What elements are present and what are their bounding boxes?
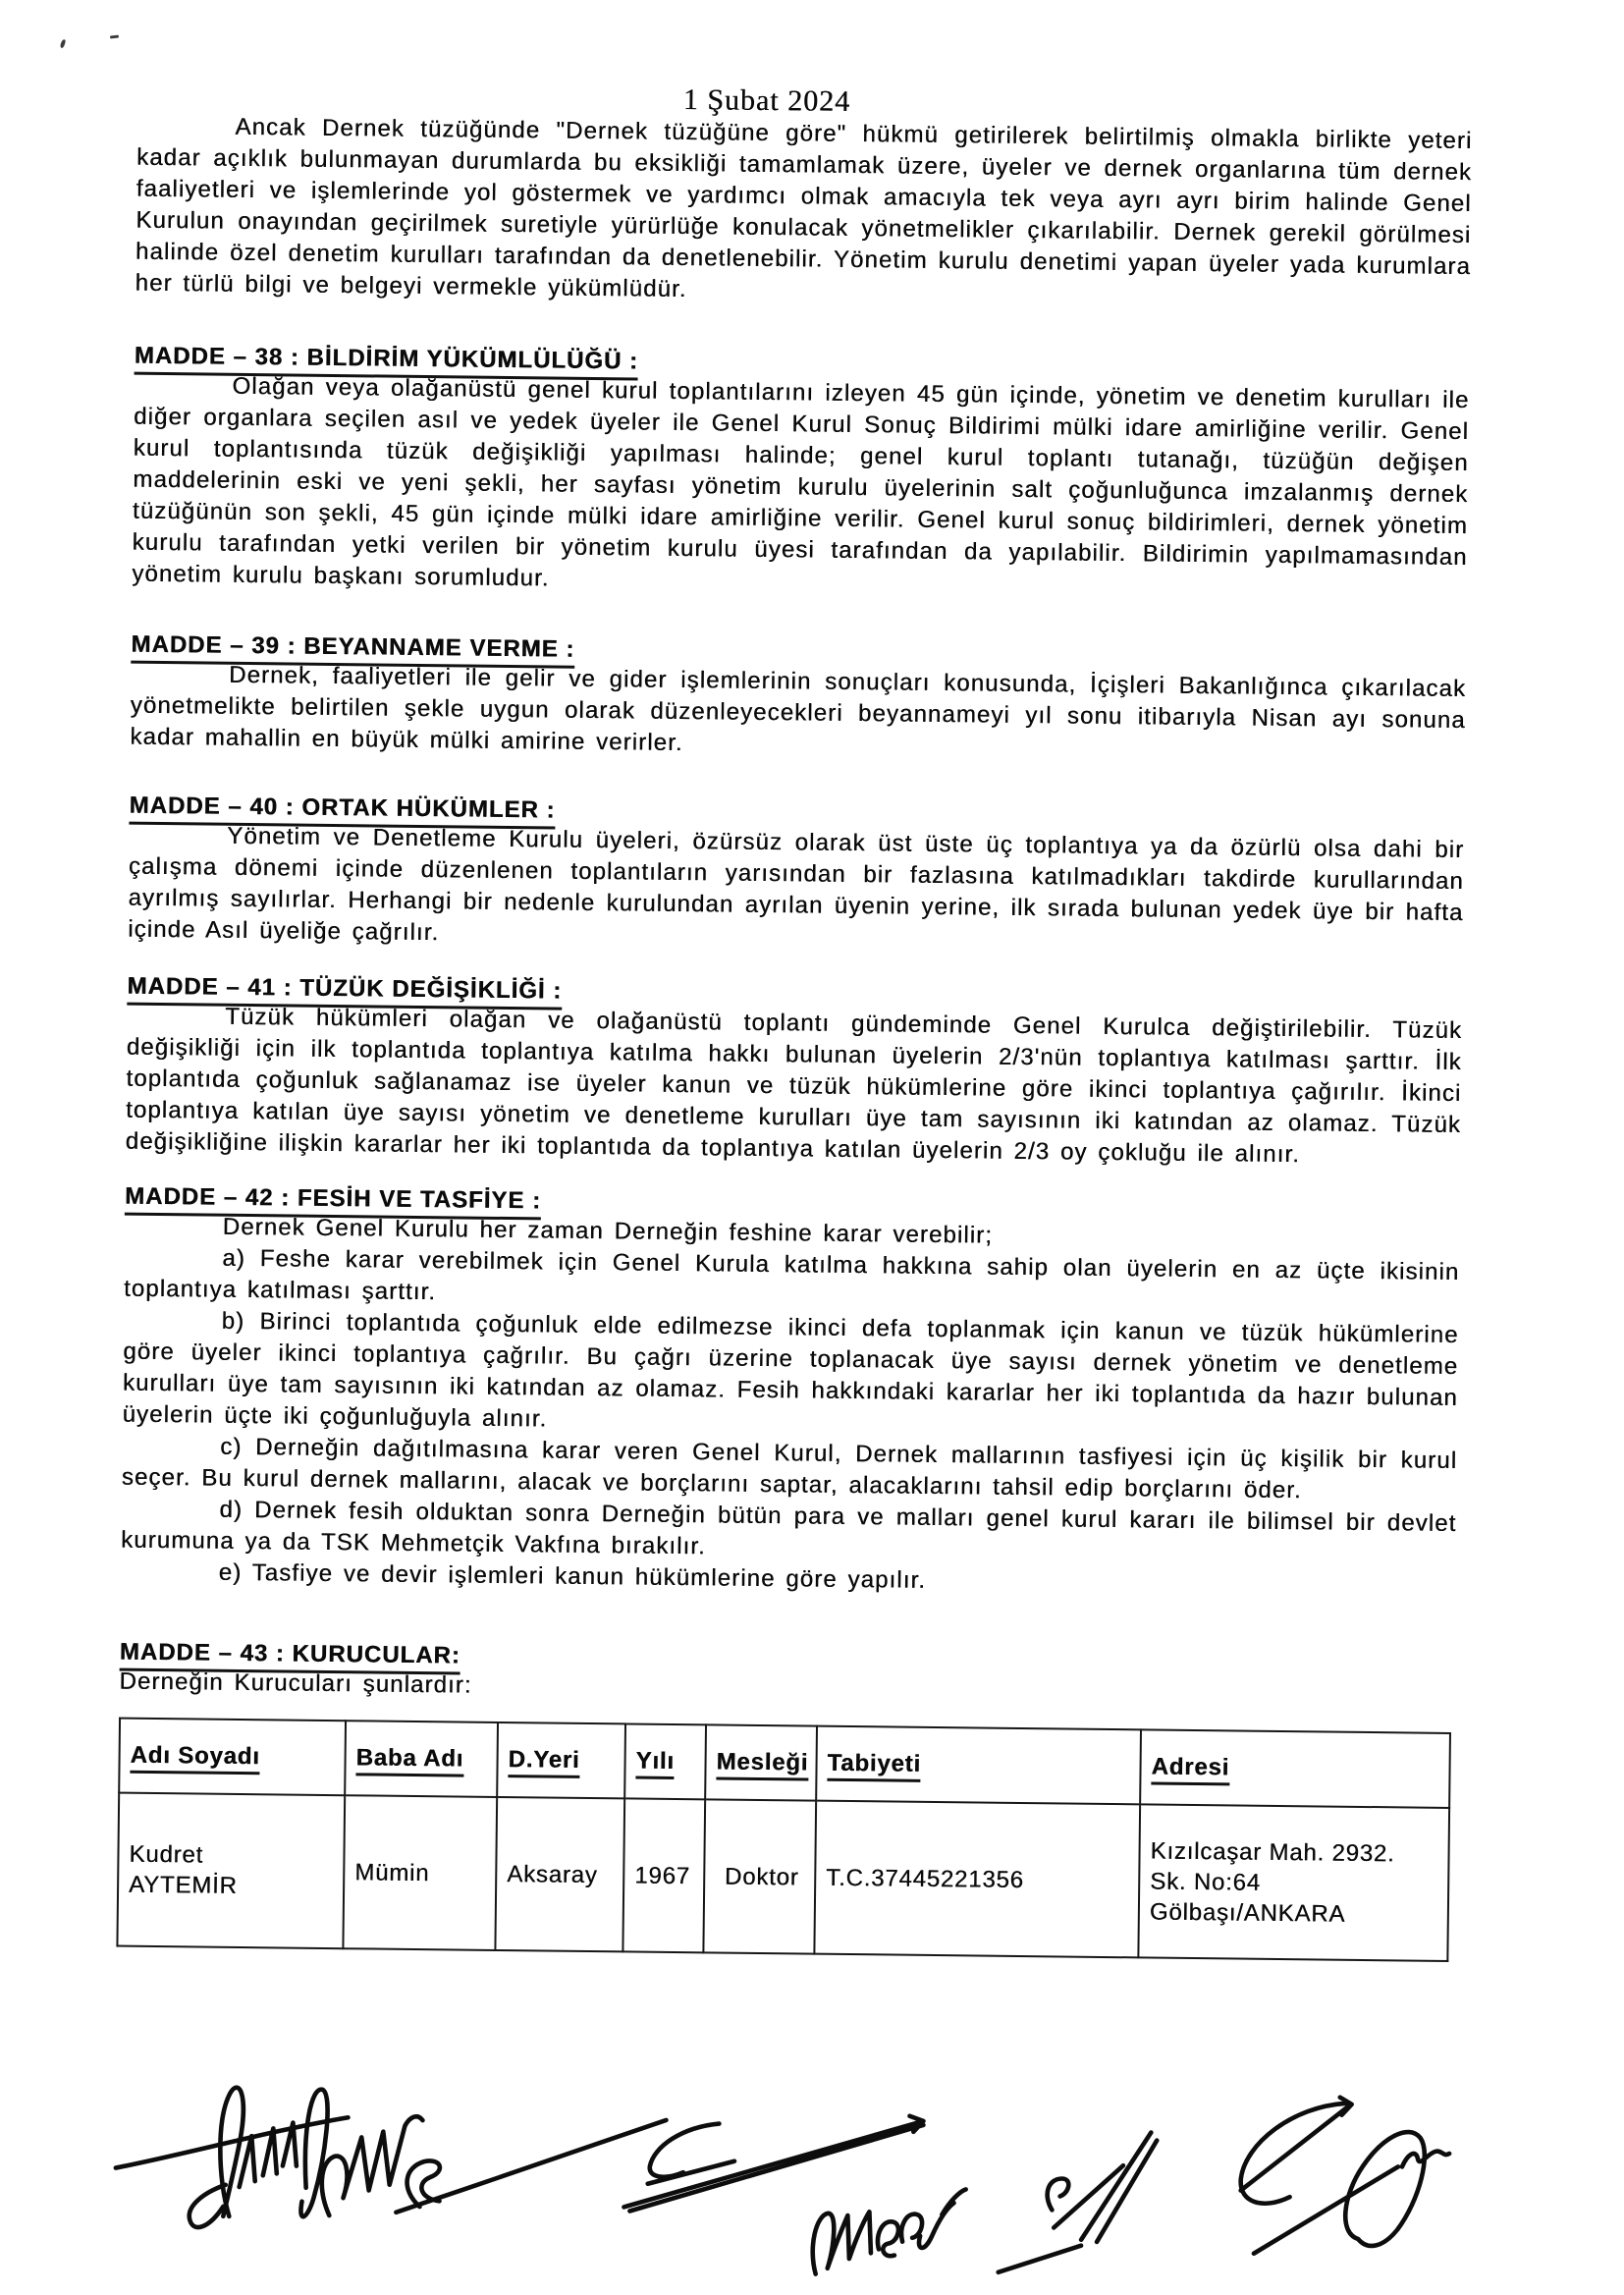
signature-3 (396, 2117, 666, 2215)
cell-adresi: Kızılcaşar Mah. 2932. Sk. No:64 Gölbaşı/ANKARA (1138, 1804, 1449, 1961)
founder-row (117, 1793, 1449, 1961)
article-40-title: MADDE – 40 : ORTAK HÜKÜMLER : (129, 792, 555, 830)
cell-d-yeri: Aksaray (495, 1797, 624, 1951)
article-39-body: Dernek, faaliyetleri ile gelir ve gider işlemlerinin sonuçları konusunda, İçişleri Bakanlığınca çıkarılacak yönetmelikte belirtilen şekle uygun olarak düzenleyecekleri beyannameyi yıl sonu itibarıyla Nisan ayı sonuna kadar mahallin en büyük mülki amirine verirler. (130, 661, 1467, 757)
article-42-item-a: a) Feshe karar verebilmek için Genel Kurula katılma hakkına sahip olan üyelerin en az üçte ikisinin toplantıya katılması şarttır. (123, 1244, 1460, 1306)
article-42-body: Dernek Genel Kurulu her zaman Derneğin feshine karar verebilir; (222, 1213, 994, 1249)
cell-yili: 1967 (623, 1798, 705, 1952)
cell-adi-soyadi: Kudret AYTEMİR (117, 1793, 345, 1949)
signature-7 (1240, 2097, 1450, 2256)
signature-4 (623, 2112, 923, 2213)
col-header-d-yeri (497, 1722, 625, 1798)
col-header-d-yeri-label: D.Yeri (508, 1746, 579, 1778)
signature-6 (1047, 2131, 1157, 2242)
col-header-yili (624, 1723, 706, 1799)
article-40-body: Yönetim ve Denetleme Kurulu üyeleri, özürsüz olarak üst üste üç toplantıya ya da özürlü olsa dahi bir çalışma dönemi içinde düzenlenen toplantıların yarısından bir fazlasına katılmadıkları takdirde kurullarından ayrılmış sayılırlar. Herhangi bir nedenle kurulundan ayrılan üyenin yerine, ilk sırada bulunan yedek üye bir hafta içinde Asıl üyeliğe çağrılır. (128, 822, 1465, 947)
article-41-title: MADDE – 41 : TÜZÜK DEĞİŞİKLİĞİ : (127, 973, 562, 1011)
cell-meslegi: Doktor (703, 1799, 816, 1953)
signature-5 (812, 2188, 965, 2276)
signature-5 (999, 2245, 1081, 2273)
article-41-body: Tüzük hükümleri olağan ve olağanüstü toplantı gündeminde Genel Kurulca değiştirilebilir. Tüzük değişikliği için ilk toplantıda toplantıya katılma hakkı bulunan üyelerin 2/3'nün toplantıya katılması şarttır. İlk toplantıda çoğunluk sağlanamaz ise üyeler kanun ve tüzük hükümlerine göre ikinci toplantıya çağırılır. İkinci toplantıya katılan üye sayısı yönetim ve denetleme kurulları üye tam sayısının iki katından az olamaz. Tüzük değişikliğine ilişkin kararlar her iki toplantıda da toplantıya katılan üyelerin 2/3 oy çokluğu ile alınır. (125, 1003, 1463, 1169)
signature-2 (321, 2115, 422, 2216)
document-date: 1 Şubat 2024 (682, 82, 851, 118)
article-43-title: MADDE – 43 : KURUCULAR: (120, 1639, 460, 1675)
article-42-item-c: c) Derneğin dağıtılmasına karar veren Genel Kurul, Dernek mallarının tasfiyesi için üç kişilik bir kurul seçer. Bu kurul dernek mallarını, alacak ve borçlarını saptar, alacaklarını tahsil edip borçlarını öder. (121, 1433, 1458, 1504)
col-header-adi-soyadi (119, 1719, 346, 1796)
article-42-item-b: b) Birinci toplantıda çoğunluk elde edilmezse ikinci defa toplanmak için kanun ve tüzük hükümlerine göre üyeler ikinci toplantıya çağrılır. Bu çağrı üzerine toplanacak üye sayısı dernek yönetim ve denetleme kurulları üye tam sayısının iki katından az olamaz. Fesih hakkındaki kararlar her iki toplantıda da hazır bulunan üyelerin üçte iki çoğunluğuyla alınır. (122, 1307, 1459, 1433)
col-header-adresi (1140, 1729, 1450, 1808)
founders-intro: Derneğin Kurucuları şunlardır: (119, 1667, 472, 1699)
col-header-baba-adi-label: Baba Adı (355, 1744, 463, 1776)
signature-1 (189, 2087, 328, 2228)
col-header-yili-label: Yılı (635, 1748, 675, 1779)
article-39-title: MADDE – 39 : BEYANNAME VERME : (131, 631, 574, 669)
article-38-body: Olağan veya olağanüstü genel kurul toplantılarını izleyen 45 gün içinde, yönetim ve denetim kurulları ile diğer organlara seçilen asıl ve yedek üyeler ile Genel Kurul Sonuç Bildirimi mülki idare amirliğine verilir. Genel kurul toplantısında tüzük değişikliği yapılması halinde; genel kurul toplantı tutanağı, tüzüğün değişen maddelerinin eski ve yeni şekli, her sayfası yönetim kurulu üyelerinin salt çoğunluğunca imzalanmış dernek tüzüğünün son şekli, 45 gün içinde mülki idare amirliğine verilir. Genel kurul sonuç bildirimleri, dernek yönetim kurulu tarafından yetki verilen bir yönetim kurulu üyesi tarafından da yapılabilir. Bildirimin yapılmamasından yönetim kurulu başkanı sorumludur. (132, 372, 1470, 592)
intro-paragraph: Ancak Dernek tüzüğünde "Dernek tüzüğüne göre" hükmü getirilerek belirtilmiş olmakla birlikte yeteri kadar açıklık bulunmayan durumlarda bu eksikliği tamamlamak üzere, üyeler ve dernek organlarına tüm dernek faaliyetleri ve işlemlerinde yol göstermek ve yardımcı olmak amacıyla tek veya ayrı ayrı birim halinde Genel Kurulun onayından geçirilmek suretiyle yürürlüğe konulacak yönetmelikler çıkarılabilir. Dernek gerekil görülmesi halinde özel denetim kurulları tarafından da denetlenebilir. Yönetim kurulu denetimi yapan üyeler yada kurumlara her türlü bilgi ve belgeyi vermekle yükümlüdür. (135, 113, 1473, 303)
col-header-meslegi-label: Mesleği (716, 1748, 808, 1780)
founder-signatures (0, 2056, 1601, 2295)
cell-tabiyeti: T.C.37445221356 (814, 1801, 1140, 1958)
col-header-adresi-label: Adresi (1151, 1754, 1229, 1786)
col-header-adi-soyadi-label: Adı Soyadı (130, 1742, 259, 1775)
col-header-tabiyeti (816, 1726, 1141, 1805)
article-38-title: MADDE – 38 : BİLDİRİM YÜKÜMLÜLÜĞÜ : (135, 343, 639, 381)
col-header-meslegi (705, 1724, 817, 1800)
col-header-tabiyeti-label: Tabiyeti (827, 1750, 921, 1782)
article-42-item-d: d) Dernek fesih olduktan sonra Derneğin bütün para ve malları genel kurul kararı ile bilimsel bir devlet kurumuna ya da TSK Mehmetçik Vakfına bırakılır. (120, 1496, 1457, 1560)
founders-table (116, 1718, 1451, 1962)
signature-1 (116, 2115, 349, 2171)
cell-baba-adi: Mümin (343, 1795, 497, 1950)
article-42-title: MADDE – 42 : FESİH VE TASFİYE : (125, 1183, 541, 1221)
col-header-baba-adi (345, 1721, 498, 1797)
article-42-item-e: e) Tasfiye ve devir işlemleri kanun hükümlerine göre yapılır. (218, 1558, 927, 1594)
